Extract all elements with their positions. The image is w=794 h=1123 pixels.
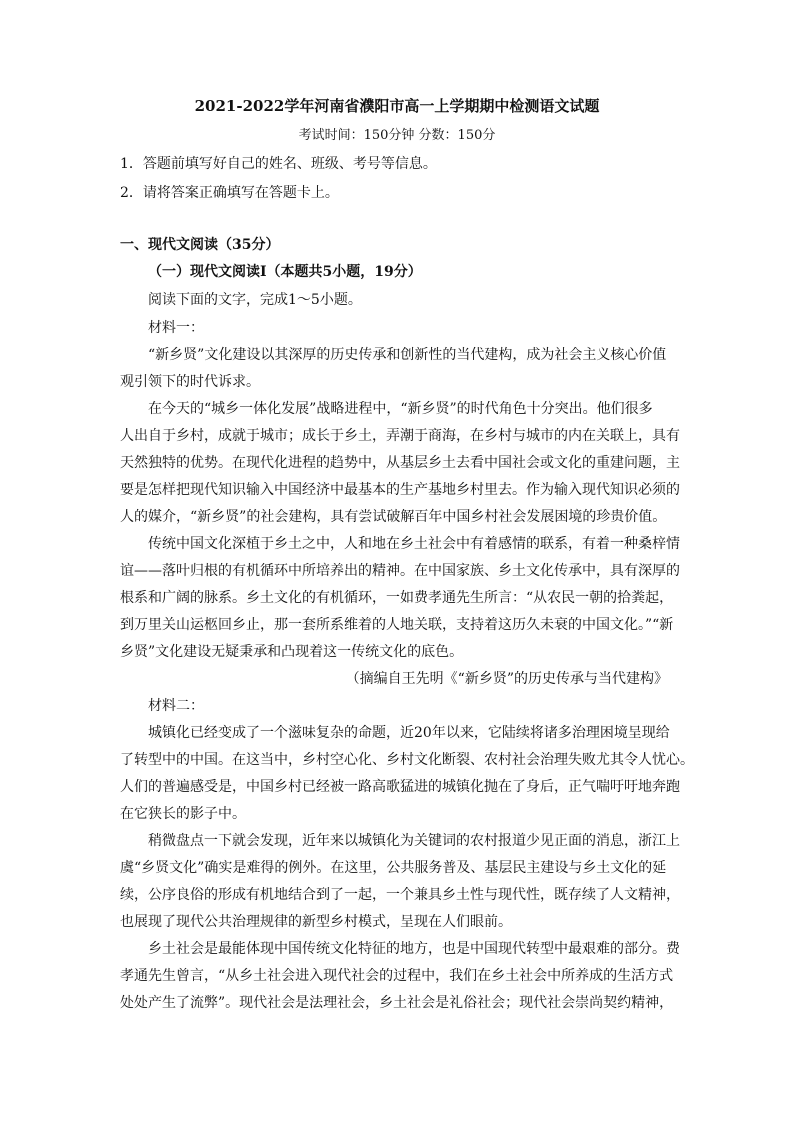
material1-label: 材料一： bbox=[148, 320, 204, 336]
material1-line: 传统中国文化深植于乡土之中，人和地在乡土社会中有着感情的联系，有着一种桑梓情 bbox=[148, 536, 680, 552]
material2-line: 在它狭长的影子中。 bbox=[120, 806, 246, 822]
material1-line: 天然独特的优势。在现代化进程的趋势中，从基层乡土去看中国社会或文化的重建问题，主 bbox=[120, 455, 680, 471]
material2-line: 处处产生了流弊”。现代社会是法理社会，乡土社会是礼俗社会；现代社会崇尚契约精神， bbox=[120, 995, 674, 1011]
material2-line: 续，公序良俗的形成有机地结合到了一起，一个兼具乡土性与现代性，既存续了人文精神， bbox=[120, 887, 680, 903]
material1-source: （摘编自王先明《“新乡贤”的历史传承与当代建构》 bbox=[345, 671, 668, 687]
material1-line: 人出自于乡村，成就于城市；成长于乡土，弄潮于商海，在乡村与城市的内在关联上，具有 bbox=[120, 428, 680, 444]
document-title: 2021-2022学年河南省濮阳市高一上学期期中检测语文试题 bbox=[194, 97, 600, 115]
material2-line: 虞“乡贤文化”确实是难得的例外。在这里，公共服务普及、基层民主建设与乡土文化的延 bbox=[120, 860, 667, 876]
material2-line: 乡土社会是最能体现中国传统文化特征的地方，也是中国现代转型中最艰难的部分。费 bbox=[148, 941, 680, 957]
reading-prompt: 阅读下面的文字，完成1～5小题。 bbox=[148, 292, 362, 308]
material1-line: 要是怎样把现代知识输入中国经济中最基本的生产基地乡村里去。作为输入现代知识必须的 bbox=[120, 482, 680, 498]
material1-line: 人的媒介，“新乡贤”的社会建构，具有尝试破解百年中国乡村社会发展困境的珍贵价值。 bbox=[120, 509, 667, 525]
material1-line: “新乡贤”文化建设以其深厚的历史传承和创新性的当代建构，成为社会主义核心价值 bbox=[148, 347, 667, 363]
material2-line: 城镇化已经变成了一个滋味复杂的命题，近20年以来，它陆续将诸多治理困境呈现给 bbox=[148, 725, 670, 741]
subsection-heading: （一）现代文阅读Ⅰ（本题共5小题，19分） bbox=[148, 264, 422, 280]
material2-line: 孝通先生曾言，“从乡土社会进入现代社会的过程中，我们在乡土社会中所养成的生活方式 bbox=[120, 968, 674, 984]
material1-line: 在今天的“城乡一体化发展”战略进程中，“新乡贤”的时代角色十分突出。他们很多 bbox=[148, 401, 653, 417]
exam-info: 考试时间：150分钟 分数：150分 bbox=[298, 128, 496, 143]
material1-line: 根系和广阔的脉系。乡土文化的有机循环，一如费孝通先生所言：“从农民一朝的拾粪起， bbox=[120, 590, 674, 606]
material1-line: 谊——落叶归根的有机循环中所培养出的精神。在中国家族、乡土文化传承中，具有深厚的 bbox=[120, 563, 680, 579]
material1-line: 到万里关山运柩回乡止，那一套所系维着的人地关联，支持着这历久未衰的中国文化。”“新 bbox=[120, 617, 674, 633]
material2-line: 了转型中的中国。在这当中，乡村空心化、乡村文化断裂、农村社会治理失败尤其令人忧心。 bbox=[120, 752, 694, 768]
material2-line: 也展现了现代公共治理规律的新型乡村模式，呈现在人们眼前。 bbox=[120, 914, 512, 930]
instruction-1: 1．答题前填写好自己的姓名、班级、考号等信息。 bbox=[120, 156, 437, 172]
material2-line: 人们的普遍感受是，中国乡村已经被一路高歌猛进的城镇化抛在了身后，正气喘吁吁地奔跑 bbox=[120, 779, 680, 795]
material1-line: 观引领下的时代诉求。 bbox=[120, 374, 260, 390]
instruction-2: 2．请将答案正确填写在答题卡上。 bbox=[120, 185, 339, 201]
material2-line: 稍微盘点一下就会发现，近年来以城镇化为关键词的农村报道少见正面的消息，浙江上 bbox=[148, 833, 680, 849]
section-heading: 一、现代文阅读（35分） bbox=[120, 237, 280, 253]
material1-line: 乡贤”文化建设无疑秉承和凸现着这一传统文化的底色。 bbox=[120, 644, 464, 660]
material2-label: 材料二： bbox=[148, 698, 204, 714]
